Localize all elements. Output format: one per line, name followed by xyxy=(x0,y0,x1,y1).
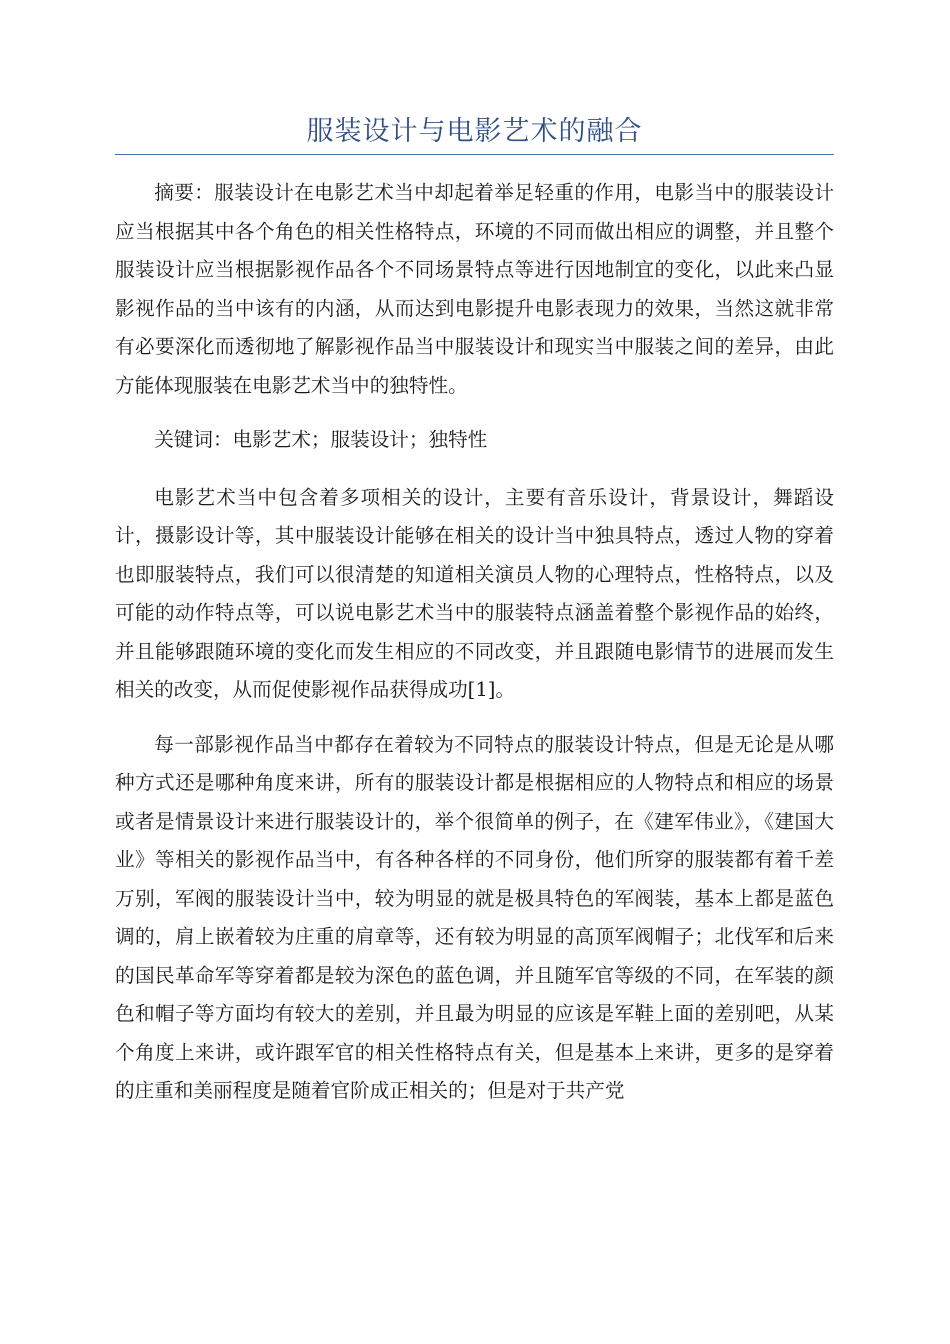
keywords-line: 关键词：电影艺术；服装设计；独特性 xyxy=(154,428,488,451)
document-title: 服装设计与电影艺术的融合 xyxy=(306,116,643,147)
body-paragraph: 电影艺术当中包含着多项相关的设计，主要有音乐设计，背景设计，舞蹈设计，摄影设计等，其中服装设计能够在相关的设计当中独具特点，透过人物的穿着也即服装特点，我们可以很清楚的知道相关演员人物的心理特点，性格特点，以及可能的动作特点等，可以说电影艺术当中的服装特点涵盖着整个影视作品的始终，并且能够跟随环境的变化而发生相应的不同改变，并且跟随电影情节的进展而发生相关的改变，从而促使影视作品获得成功[1]。 xyxy=(115,485,834,701)
body-paragraph: 每一部影视作品当中都存在着较为不同特点的服装设计特点，但是无论是从哪种方式还是哪种角度来讲，所有的服装设计都是根据相应的人物特点和相应的场景或者是情景设计来进行服装设计的，举个很简单的例子，在《建军伟业》，《建国大业》等相关的影视作品当中，有各种各样的不同身份，他们所穿的服装都有着千差万别，军阀的服装设计当中，较为明显的就是极具特色的军阀装，基本上都是蓝色调的，肩上嵌着较为庄重的肩章等，还有较为明显的高顶军阀帽子；北伐军和后来的国民革命军等穿着都是较为深色的蓝色调，并且随军官等级的不同，在军装的颜色和帽子等方面均有较大的差别，并且最为明显的应该是军鞋上面的差别吧，从某个角度上来讲，或许跟军官的相关性格特点有关，但是基本上来讲，更多的是穿着的庄重和美丽程度是随着官阶成正相关的；但是对于共产党 xyxy=(115,732,834,1102)
document-body xyxy=(115,174,834,1127)
abstract-paragraph: 摘要：服装设计在电影艺术当中却起着举足轻重的作用，电影当中的服装设计应当根据其中各个角色的相关性格特点，环境的不同而做出相应的调整，并且整个服装设计应当根据影视作品各个不同场景特点等进行因地制宜的变化，以此来凸显影视作品的当中该有的内涵，从而达到电影提升电影表现力的效果，当然这就非常有必要深化而透彻地了解影视作品当中服装设计和现实当中服装之间的差异，由此方能体现服装在电影艺术当中的独特性。 xyxy=(115,181,834,397)
title-underline xyxy=(115,154,834,155)
